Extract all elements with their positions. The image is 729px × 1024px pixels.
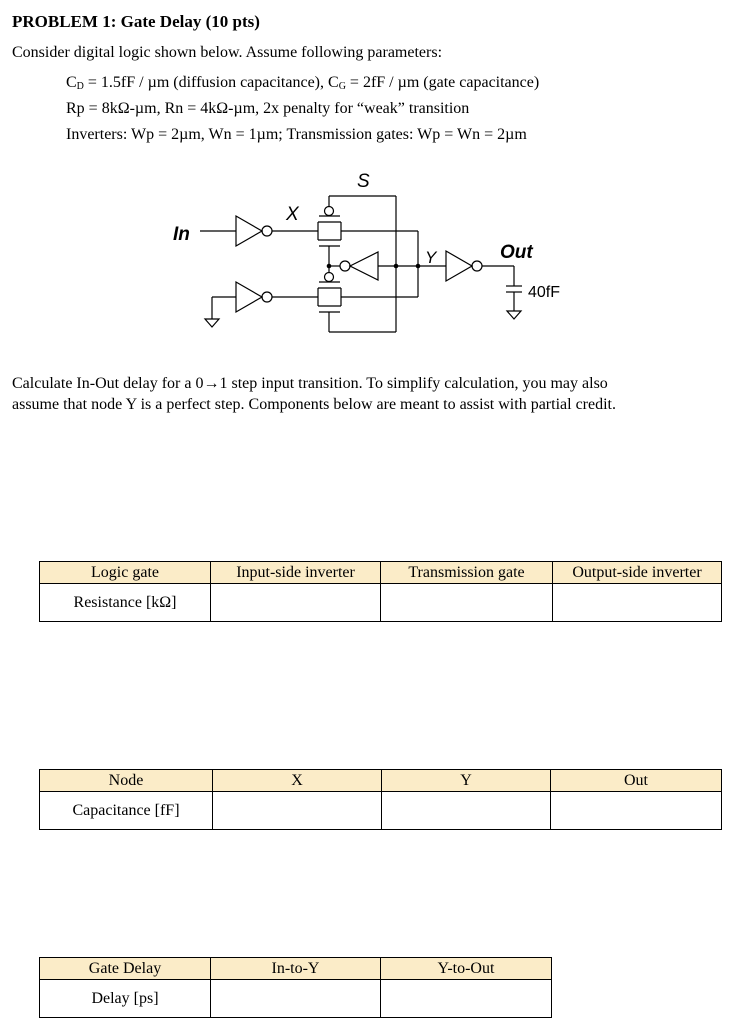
answer-cell[interactable] xyxy=(213,792,382,830)
inverter-out-bubble xyxy=(472,261,482,271)
table-row xyxy=(40,584,722,622)
label-y: Y xyxy=(425,248,437,267)
param-widths: Inverters: Wp = 2µm, Wn = 1µm; Transmission gates: Wp = Wn = 2µm xyxy=(66,126,527,143)
cg-symbol: C xyxy=(328,74,339,91)
instructions xyxy=(12,373,722,415)
transmission-gate-top xyxy=(318,196,418,260)
cd-text: = 1.5fF / µm (diffusion capacitance), xyxy=(83,74,329,91)
row-label: Capacitance [fF] xyxy=(40,792,213,830)
junction-dot xyxy=(416,264,421,269)
cg-text: = 2fF / µm (gate capacitance) xyxy=(345,74,540,91)
inverter-out xyxy=(446,251,472,281)
table-row xyxy=(40,792,722,830)
header-cell: Out xyxy=(551,770,722,792)
table-header-row xyxy=(40,958,552,980)
cd-symbol: C xyxy=(66,74,77,91)
answer-cell[interactable] xyxy=(382,792,551,830)
header-cell: Y xyxy=(382,770,551,792)
feedback-inverter-bubble xyxy=(340,261,350,271)
cg-subscript: G xyxy=(338,81,346,92)
answer-cell[interactable] xyxy=(211,584,381,622)
label-s: S xyxy=(357,171,370,192)
circuit-diagram xyxy=(0,160,729,360)
inverter-in-bottom-bubble xyxy=(262,292,272,302)
label-in: In xyxy=(173,224,190,245)
header-cell: Gate Delay xyxy=(40,958,211,980)
instructions-line-2: assume that node Y is a perfect step. Components below are meant to assist with partial credit. xyxy=(12,396,616,413)
answer-cell[interactable] xyxy=(381,980,552,1018)
answer-cell[interactable] xyxy=(553,584,722,622)
table-header-row xyxy=(40,770,722,792)
header-cell: Logic gate xyxy=(40,562,211,584)
param-capacitance xyxy=(66,74,539,92)
problem-intro: Consider digital logic shown below. Assume following parameters: xyxy=(12,44,443,61)
header-cell: In-to-Y xyxy=(211,958,381,980)
row-label: Resistance [kΩ] xyxy=(40,584,211,622)
ground-symbol-left xyxy=(205,319,219,327)
table-row xyxy=(40,980,552,1018)
header-cell: Node xyxy=(40,770,213,792)
label-x: X xyxy=(286,204,299,225)
resistance-table xyxy=(39,561,722,622)
row-label: Delay [ps] xyxy=(40,980,211,1018)
inverter-in-bottom xyxy=(236,282,262,312)
junction-dot xyxy=(327,264,332,269)
table-header-row xyxy=(40,562,722,584)
header-cell: Y-to-Out xyxy=(381,958,552,980)
header-cell: X xyxy=(213,770,382,792)
answer-cell[interactable] xyxy=(211,980,381,1018)
inverter-in-top-bubble xyxy=(262,226,272,236)
delay-table xyxy=(39,957,552,1018)
header-cell: Transmission gate xyxy=(381,562,553,584)
label-load-cap: 40fF xyxy=(528,284,561,301)
cd-subscript: D xyxy=(76,81,84,92)
transmission-gate-bottom xyxy=(318,260,418,332)
header-cell: Output-side inverter xyxy=(553,562,722,584)
answer-cell[interactable] xyxy=(551,792,722,830)
header-cell: Input-side inverter xyxy=(211,562,381,584)
junction-dot xyxy=(394,264,399,269)
answer-cell[interactable] xyxy=(381,584,553,622)
param-resistance: Rp = 8kΩ-µm, Rn = 4kΩ-µm, 2x penalty for “weak” transition xyxy=(66,100,470,117)
inverter-in-top xyxy=(236,216,262,246)
label-out: Out xyxy=(500,242,533,263)
problem-title: PROBLEM 1: Gate Delay (10 pts) xyxy=(12,12,260,31)
feedback-inverter xyxy=(350,252,378,280)
ground-symbol-right xyxy=(507,311,521,319)
capacitance-table xyxy=(39,769,722,830)
instructions-line-1: Calculate In-Out delay for a 0→1 step input transition. To simplify calculation, you may also xyxy=(12,375,608,392)
